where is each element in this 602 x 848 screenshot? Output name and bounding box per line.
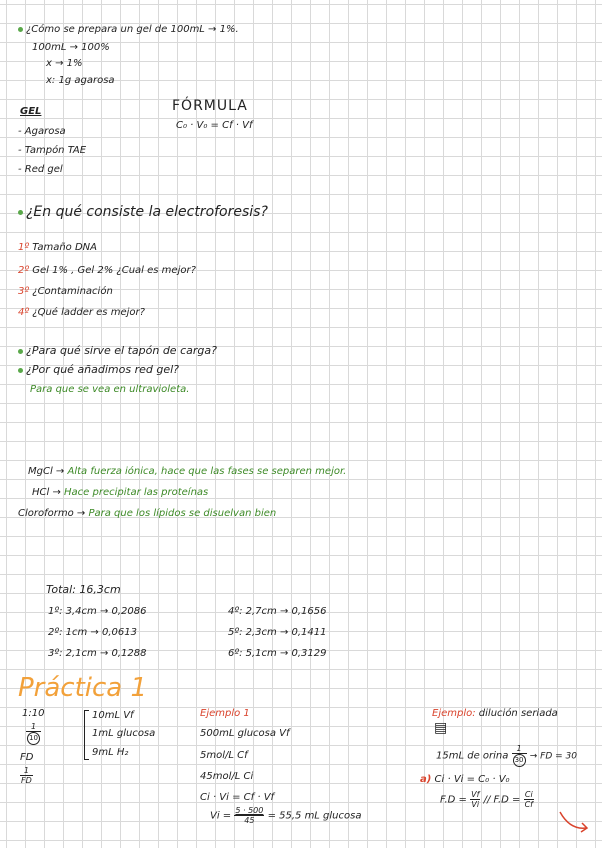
formula-title: FÓRMULA — [172, 98, 248, 114]
gel-item-2: - Tampón TAE — [18, 145, 87, 156]
ejemplo2-line-1: 15mL de orina $\frac{1}{30}$ → FD = 30 — [436, 744, 577, 767]
measure-2: 2º: 1cm → 0,0613 — [48, 627, 137, 638]
practica-fd-inverse: $\frac{1}{FD}$ — [21, 766, 32, 785]
bullet-icon — [18, 210, 23, 215]
bracket-line-1: 10mL Vf — [92, 710, 134, 721]
bullet-icon — [18, 27, 23, 32]
gel-item-1: - Agarosa — [18, 126, 66, 137]
measure-5: 5º: 2,3cm → 0,1411 — [228, 627, 327, 638]
circled-number: 10 — [27, 732, 40, 745]
circled-number: 30 — [513, 754, 526, 767]
measure-4: 4º: 2,7cm → 0,1656 — [228, 606, 327, 617]
measure-3: 3º: 2,1cm → 0,1288 — [48, 648, 147, 659]
ejemplo2-title: Ejemplo: dilución seriada — [432, 708, 558, 719]
measure-6: 6º: 5,1cm → 0,3129 — [228, 648, 327, 659]
formula-expression: C₀ · V₀ = Cf · Vf — [176, 120, 253, 131]
bullet-icon — [18, 349, 23, 354]
ejemplo2-eq1: a) Ci · Vi = C₀ · V₀ — [420, 774, 510, 785]
redgel-question: ¿Por qué añadimos red gel? — [18, 364, 179, 376]
electroforesis-question: ¿En qué consiste la electroforesis? — [18, 204, 268, 220]
measure-1: 1º: 3,4cm → 0,2086 — [48, 606, 147, 617]
bracket-icon — [84, 710, 89, 760]
reagent-mgcl: MgCl → Alta fuerza iónica, hace que las fases se separen mejor. — [28, 466, 347, 477]
electro-item-4: 4º ¿Qué ladder es mejor? — [18, 307, 145, 318]
electro-item-3: 3º ¿Contaminación — [18, 286, 113, 297]
ejemplo1-line-2: 5mol/L Cf — [200, 750, 248, 761]
practica-title: Práctica 1 — [18, 673, 148, 703]
ejemplo1-result: Vi = $\frac{5 \cdot 500}{45}$ = 55,5 mL glucosa — [210, 806, 362, 825]
bullet-icon — [18, 368, 23, 373]
ejemplo1-title: Ejemplo 1 — [200, 708, 250, 719]
electro-item-2: 2º Gel 1% , Gel 2% ¿Cual es mejor? — [18, 265, 196, 276]
total-label: Total: 16,3cm — [46, 583, 121, 596]
ejemplo1-line-3: 45mol/L Ci — [200, 771, 254, 782]
intro-line-2: x → 1% — [46, 58, 83, 69]
redgel-answer: Para que se vea en ultravioleta. — [30, 384, 190, 395]
bracket-line-2: 1mL glucosa — [92, 728, 156, 739]
practica-fraction: $\frac{1}{10}$ — [26, 722, 41, 745]
electro-item-1: 1º Tamaño DNA — [18, 242, 97, 253]
intro-line-1: 100mL → 100% — [32, 42, 110, 53]
reagent-hcl: HCl → Hace precipitar las proteínas — [32, 487, 209, 498]
practica-ratio: 1:10 — [22, 708, 45, 719]
flask-icon: ▤ — [434, 720, 448, 736]
tapon-question: ¿Para qué sirve el tapón de carga? — [18, 345, 217, 357]
gel-item-3: - Red gel — [18, 164, 63, 175]
ejemplo1-line-1: 500mL glucosa Vf — [200, 728, 290, 739]
curved-arrow-icon — [556, 808, 596, 838]
practica-fd: FD — [20, 752, 34, 763]
ejemplo2-eq2: F.D = $\frac{Vf}{Vi}$ // F.D = $\frac{Ci}{Cf}$ — [440, 790, 533, 809]
intro-line-3: x: 1g agarosa — [46, 75, 115, 86]
bracket-line-3: 9mL H₂ — [92, 747, 129, 758]
intro-question: ¿Cómo se prepara un gel de 100mL → 1%. — [18, 24, 239, 36]
gel-heading: GEL — [20, 106, 42, 117]
ejemplo1-line-4: Ci · Vi = Cf · Vf — [200, 792, 275, 803]
reagent-cloroformo: Cloroformo → Para que los lípidos se disuelvan bien — [18, 508, 277, 519]
